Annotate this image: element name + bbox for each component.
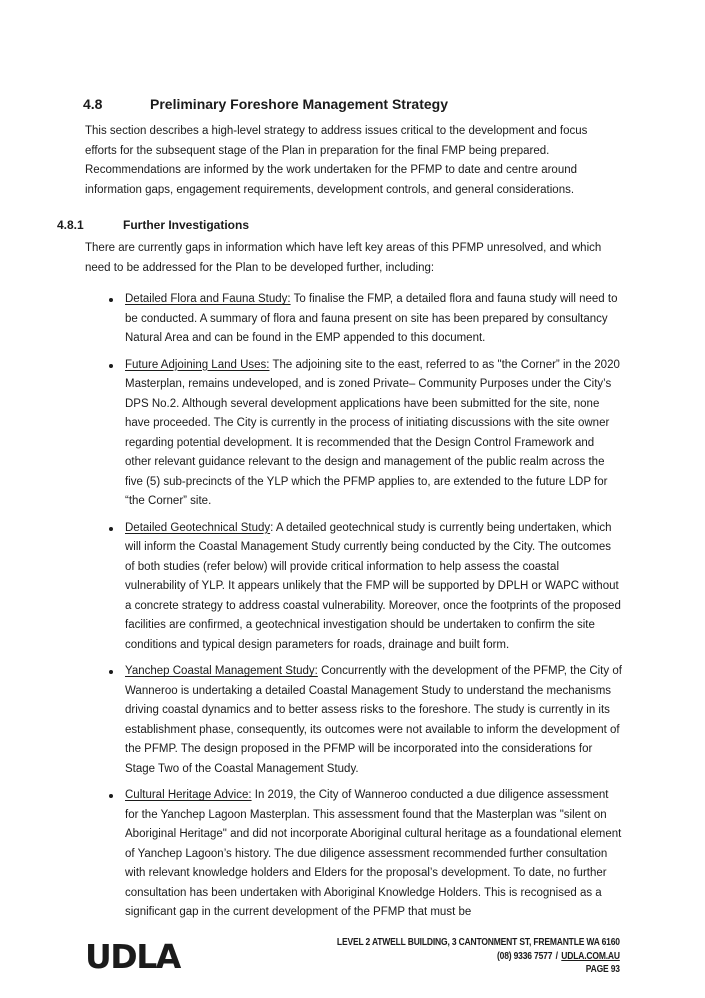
list-item-body [125, 519, 622, 656]
investigations-list [108, 290, 622, 923]
footer-page-number: PAGE 93 [585, 964, 620, 975]
footer-contact-block [337, 936, 620, 977]
list-item-separator: : [270, 521, 276, 534]
document-content [0, 95, 705, 930]
list-item-body [125, 786, 622, 923]
list-item-lead: Detailed Geotechnical Study [125, 521, 271, 534]
bullet-dot-icon [109, 527, 113, 531]
section-intro-paragraph: This section describes a high-level strategy to address issues critical to the development and focus efforts for the subsequent stage of the Plan in preparation for the final FMP being prepared. Recommendations are informed by the work undertaken for the PFMP to date and centre around information gaps, engagement requirements, development controls, and general considerations. [85, 125, 588, 196]
footer-website-link[interactable]: UDLA.COM.AU [561, 950, 620, 962]
bullet-marker [108, 290, 125, 349]
list-item-body [125, 356, 622, 512]
section-title: Preliminary Foreshore Management Strategy [150, 96, 448, 112]
footer-phone: (08) 9336 7577 [497, 950, 553, 962]
list-item [108, 290, 622, 349]
subsection-intro-paragraph: There are currently gaps in information which have left key areas of this PFMP unresolved, and which need to be addressed for the Plan to be developed further, including: [85, 242, 602, 274]
footer-contact-line [337, 950, 620, 964]
udla-logo: UDLA [85, 937, 180, 976]
list-item-body [125, 662, 622, 779]
subsection-title: Further Investigations [123, 218, 250, 232]
list-item [108, 519, 622, 656]
footer-separator: / [555, 950, 559, 962]
section-number: 4.8 [83, 96, 103, 112]
list-item [108, 786, 622, 923]
list-item-text: In 2019, the City of Wanneroo conducted a due diligence assessment for the Yanchep Lagoon Masterplan. This assessment found that the Masterplan was "silent on Aboriginal Heritage" and did not incorporate Aboriginal cultural heritage as a foundational element of Yanchep Lagoon’s history. The due diligence assessment recommended further consultation with relevant knowledge holders and Elders for the proposal’s development. To date, no further consultation has been undertaken with Aboriginal Knowledge Holders. This is recognised as a significant gap in the current development of the PFMP that must be [125, 789, 622, 918]
list-item-text: Concurrently with the development of the PFMP, the City of Wanneroo is undertaking a detailed Coastal Management Study to understand the mechanisms driving coastal dynamics and to better assess risks to the foreshore. The study is currently in its establishment phase, consequently, its outcomes were not available to inform the development of the PFMP. The design proposed in the PFMP will be incorporated into the considerations for Stage Two of the Coastal Management Study. [125, 665, 622, 775]
list-item [108, 356, 622, 512]
list-item [108, 662, 622, 779]
bullet-marker [108, 786, 125, 923]
bullet-marker [108, 662, 125, 779]
list-item-lead: Future Adjoining Land Uses: [125, 358, 270, 371]
bullet-marker [108, 356, 125, 512]
list-item-lead: Cultural Heritage Advice: [125, 789, 252, 801]
subsection-heading [57, 217, 705, 233]
list-item-body [125, 290, 622, 349]
footer-address: LEVEL 2 ATWELL BUILDING, 3 CANTONMENT ST, FREMANTLE WA 6160 [337, 937, 620, 948]
bullet-dot-icon [109, 794, 113, 798]
bullet-dot-icon [109, 670, 113, 674]
list-item-text: A detailed geotechnical study is currently being undertaken, which will inform the Coastal Management Study currently being conducted by the City. The outcomes of both studies (refer below) will provide critical information to help assess the coastal vulnerability of YLP. It appears unlikely that the FMP will be supported by DPLH or WAPC without a concrete strategy to address coastal vulnerability. Moreover, once the footprints of the proposed facilities are confirmed, a geotechnical investigation should be undertaken to confirm the site conditions and typical design parameters for roads, drainage and built form. [125, 521, 621, 651]
list-item-lead: Yanchep Coastal Management Study: [125, 665, 318, 677]
list-item-text: The adjoining site to the east, referred to as "the Corner” in the 2020 Masterplan, remains undeveloped, and is zoned Private– Community Purposes under the City’s DPS No.2. Although several development applications have been submitted for the site, none have proceeded. The City is currently in the process of initiating discussions with the site owner regarding potential development. It is recommended that the Design Control Framework and other relevant guidance relevant to the design and management of the public realm across the five (5) sub-precincts of the YLP which the PFMP applies to, are extended to the future LDP for “the Corner” site. [125, 358, 620, 507]
bullet-marker [108, 519, 125, 656]
page-footer [85, 936, 620, 977]
bullet-dot-icon [109, 298, 113, 302]
list-item-text: To finalise the FMP, a detailed flora and fauna study will need to be conducted. A summary of flora and fauna present on site has been prepared by consultancy Natural Area and can be found in the EMP appended to this document. [125, 293, 618, 344]
subsection-number: 4.8.1 [57, 218, 84, 232]
bullet-dot-icon [109, 364, 113, 368]
section-heading [83, 95, 705, 113]
list-item-lead: Detailed Flora and Fauna Study: [125, 293, 291, 305]
